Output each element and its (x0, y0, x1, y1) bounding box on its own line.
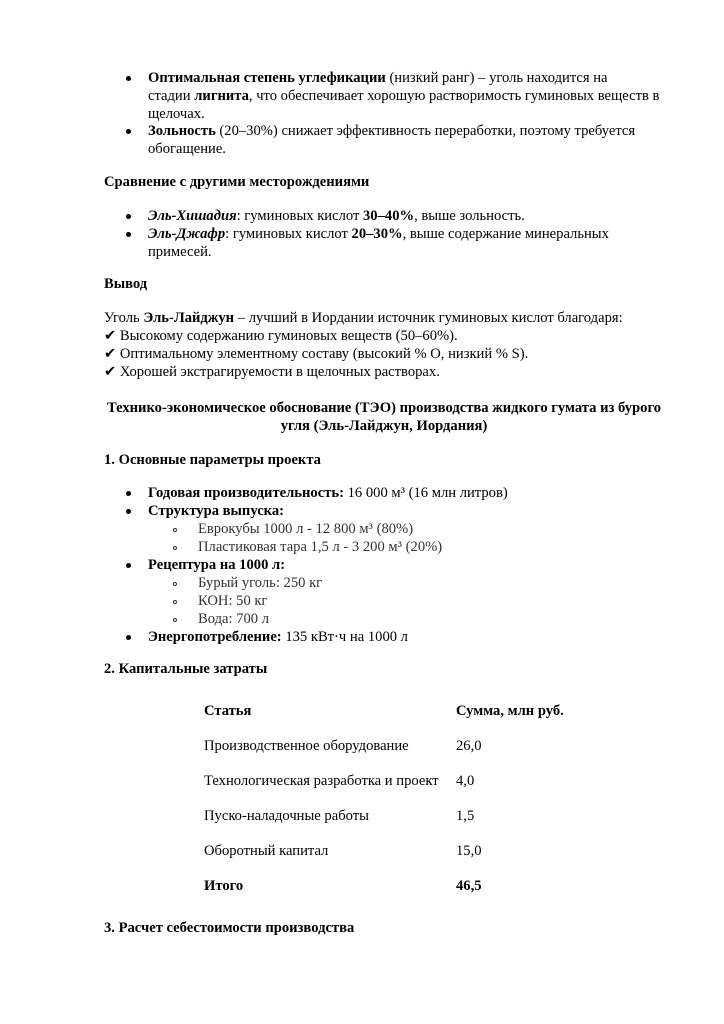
text: (низкий ранг) – уголь находится на (385, 70, 608, 86)
section-heading: 2. Капитальные затраты (104, 661, 268, 677)
list-item (148, 225, 609, 243)
sub-bullet (173, 618, 177, 622)
list-item (148, 628, 408, 646)
bullet (126, 491, 131, 496)
table-total-label: Итого (204, 878, 244, 894)
list-item-line: обогащение. (148, 141, 226, 157)
text: : гуминовых кислот (225, 226, 352, 242)
bullet (126, 129, 131, 134)
section-heading: 1. Основные параметры проекта (104, 452, 321, 468)
text: Уголь (104, 310, 144, 326)
table-cell: 26,0 (456, 738, 482, 754)
list-item (148, 122, 635, 140)
table-cell: 1,5 (456, 808, 475, 824)
bullet (126, 76, 131, 81)
sub-item: Вода: 700 л (198, 611, 270, 627)
text: 135 кВт·ч на 1000 л (281, 629, 408, 645)
sub-bullet (173, 600, 177, 604)
term: Годовая производительность: (148, 485, 344, 501)
table-cell: Оборотный капитал (204, 843, 329, 859)
table-header: Статья (204, 703, 252, 719)
section-heading: Сравнение с другими месторождениями (104, 174, 370, 190)
bullet (126, 214, 131, 219)
check-item: ✔ Высокому содержанию гуминовых веществ (50–60%). (104, 328, 458, 344)
value: 30–40% (363, 208, 415, 224)
paragraph (104, 309, 623, 327)
text: стадии (148, 88, 195, 104)
list-item-line: примесей. (148, 244, 212, 260)
sub-item: Бурый уголь: 250 кг (198, 575, 323, 591)
bullet (126, 232, 131, 237)
text: : гуминовых кислот (236, 208, 363, 224)
text: , что обеспечивает хорошую растворимость гуминовых веществ в (248, 88, 660, 104)
document-title: Технико-экономическое обоснование (ТЭО) производства жидкого гумата из бурого (106, 400, 662, 416)
bullet (126, 635, 131, 640)
text: 16 000 м³ (16 млн литров) (343, 485, 508, 501)
term: лигнита (194, 88, 249, 104)
table-cell: 4,0 (456, 773, 475, 789)
table-cell: Пуско-наладочные работы (204, 808, 369, 824)
sub-item: Еврокубы 1000 л - 12 800 м³ (80%) (198, 521, 414, 537)
list-item: Рецептура на 1000 л: (148, 557, 286, 573)
text: , выше содержание минеральных (402, 226, 609, 242)
table-cell: Технологическая разработка и проект (204, 773, 439, 789)
term: Зольность (148, 123, 216, 139)
value: 20–30% (351, 226, 403, 242)
term: Эль-Лайджун (143, 310, 235, 326)
list-item (148, 484, 508, 502)
section-heading: Вывод (104, 276, 148, 292)
text: (20–30%) снижает эффективность переработки, поэтому требуется (215, 123, 636, 139)
term: Энергопотребление: (148, 629, 282, 645)
table-cell: Производственное оборудование (204, 738, 409, 754)
sub-bullet (173, 582, 177, 586)
bullet (126, 509, 131, 514)
text: – лучший в Иордании источник гуминовых кислот благодаря: (234, 310, 623, 326)
sub-bullet (173, 546, 177, 550)
list-item-line: щелочах. (148, 106, 205, 122)
table-total-value: 46,5 (456, 878, 482, 894)
sub-item: КОН: 50 кг (198, 593, 268, 609)
list-item (148, 207, 525, 225)
term: Эль-Хишадия (148, 208, 237, 224)
list-item-line (148, 87, 659, 105)
list-item: Структура выпуска: (148, 503, 285, 519)
section-heading: 3. Расчет себестоимости производства (104, 920, 355, 936)
sub-item: Пластиковая тара 1,5 л - 3 200 м³ (20%) (198, 539, 443, 555)
document-title: угля (Эль-Лайджун, Иордания) (280, 418, 488, 434)
text: , выше зольность. (414, 208, 525, 224)
sub-bullet (173, 528, 177, 532)
term: Оптимальная степень углефикации (148, 70, 386, 86)
check-item: ✔ Оптимальному элементному составу (высокий % О, низкий % S). (104, 346, 529, 362)
term: Эль-Джафр (148, 226, 226, 242)
list-item (148, 69, 608, 87)
check-item: ✔ Хорошей экстрагируемости в щелочных растворах. (104, 364, 440, 380)
table-cell: 15,0 (456, 843, 482, 859)
table-header: Сумма, млн руб. (456, 703, 564, 719)
bullet (126, 563, 131, 568)
